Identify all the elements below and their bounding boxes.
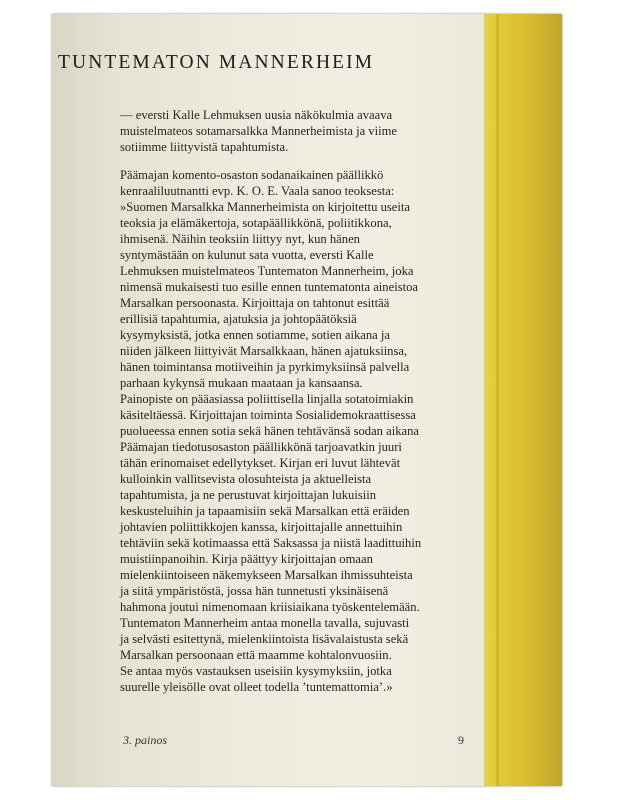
text-line: syntymästään on kulunut sata vuotta, eversti Kalle bbox=[120, 248, 374, 262]
text-line: muistiinpanoihin. Kirja päättyy kirjoittajan omaan bbox=[120, 552, 373, 566]
text-line: Päämajan komento-osaston sodanaikainen päällikkö bbox=[120, 168, 384, 182]
text-line: suurelle yleisölle ovat olleet todella ’tuntemattomia’.» bbox=[120, 680, 393, 694]
text-line: käsiteltäessä. Kirjoittajan toiminta Sosialidemokraattisessa bbox=[120, 408, 416, 422]
text-line: Painopiste on pääasiassa poliittisella linjalla sotatoimiakin bbox=[120, 392, 414, 406]
text-line: nimensä mukaisesti tuo esille ennen tuntematonta aineistoa bbox=[120, 280, 418, 294]
text-line: »Suomen Marsalkka Mannerheimista on kirjoitettu useita bbox=[120, 200, 410, 214]
text-line: Lehmuksen muistelmateos Tuntematon Mannerheim, joka bbox=[120, 264, 414, 278]
edition-label: 3. painos bbox=[123, 733, 168, 747]
text-line: parhaan kykynsä mukaan maataan ja kansaansa. bbox=[120, 376, 363, 390]
text-line: Marsalkan persoonaan että maamme kohtalonvuosiin. bbox=[120, 648, 392, 662]
text-line: Se antaa myös vastauksen useisiin kysymyksiin, jotka bbox=[120, 664, 392, 678]
text-line: keskusteluihin ja tapaamisiin sekä Marsalkan että eräiden bbox=[120, 504, 410, 518]
text-line: kenraaliluutnantti evp. K. O. E. Vaala sanoo teoksesta: bbox=[120, 184, 395, 198]
text-line: niiden jälkeen liittyivät Marsalkkaan, hänen ajatuksiinsa, bbox=[120, 344, 408, 358]
text-line: erillisiä tapahtumia, ajatuksia ja johtopäätöksiä bbox=[120, 312, 357, 326]
text-line: ja siitä ympäristöstä, jossa hän tunnetusti yksinäisenä bbox=[120, 584, 389, 598]
text-line: Päämajan tiedotusosaston päällikkönä tarjoavatkin juuri bbox=[120, 440, 402, 454]
text-line: muistelmateos sotamarsalkka Mannerheimista ja viime bbox=[120, 124, 397, 138]
text-line: ihmisenä. Näihin teoksiin liittyy nyt, kun hänen bbox=[120, 232, 360, 246]
text-line: tähän erinomaiset edellytykset. Kirjan eri luvut lähtevät bbox=[120, 456, 401, 470]
text-line: sotiimme liittyvistä tapahtumista. bbox=[120, 140, 289, 154]
text-line: kysymyksistä, jotka ennen sotiamme, sotien aikana ja bbox=[120, 328, 391, 342]
book-title: TUNTEMATON MANNERHEIM bbox=[58, 52, 375, 73]
page-number: 9 bbox=[458, 733, 464, 747]
text-line: teoksia ja elämäkertoja, sotapäällikkönä, poliitikkona, bbox=[120, 216, 392, 230]
blurb-text bbox=[120, 107, 480, 695]
spine-fold-line bbox=[496, 14, 499, 786]
text-line: johtavien poliittikkojen kanssa, kirjoittajalle annettuihin bbox=[120, 520, 403, 534]
text-line: tapahtumista, ja ne perustuvat kirjoittajan lukuisiin bbox=[120, 488, 377, 502]
text-line: Tuntematon Mannerheim antaa monella tavalla, sujuvasti bbox=[120, 616, 410, 630]
text-line: tehtäviin sekä kotimaassa että Saksassa ja niistä laadittuihin bbox=[120, 536, 422, 550]
text-line: Marsalkan persoonasta. Kirjoittaja on tahtonut esittää bbox=[120, 296, 390, 310]
text-line: ja selvästi esitettynä, mielenkiintoista lisävalaistusta sekä bbox=[120, 632, 409, 646]
text-line: hahmona joutui nimenomaan kriisiaikana työskentelemään. bbox=[120, 600, 420, 614]
text-line: puolueessa ennen sotia sekä hänen tehtävänsä sodan aikana bbox=[120, 424, 419, 438]
text-line: mielenkiintoiseen näkemykseen Marsalkan ihmissuhteista bbox=[120, 568, 413, 582]
text-line: — eversti Kalle Lehmuksen uusia näkökulmia avaava bbox=[120, 108, 393, 122]
text-line: hänen toimintansa motiiveihin ja pyrkimyksiinsä palvella bbox=[120, 360, 410, 374]
text-line: kulloinkin vallitsevista olosuhteista ja aktuelleista bbox=[120, 472, 372, 486]
paragraph-gap bbox=[120, 155, 480, 167]
